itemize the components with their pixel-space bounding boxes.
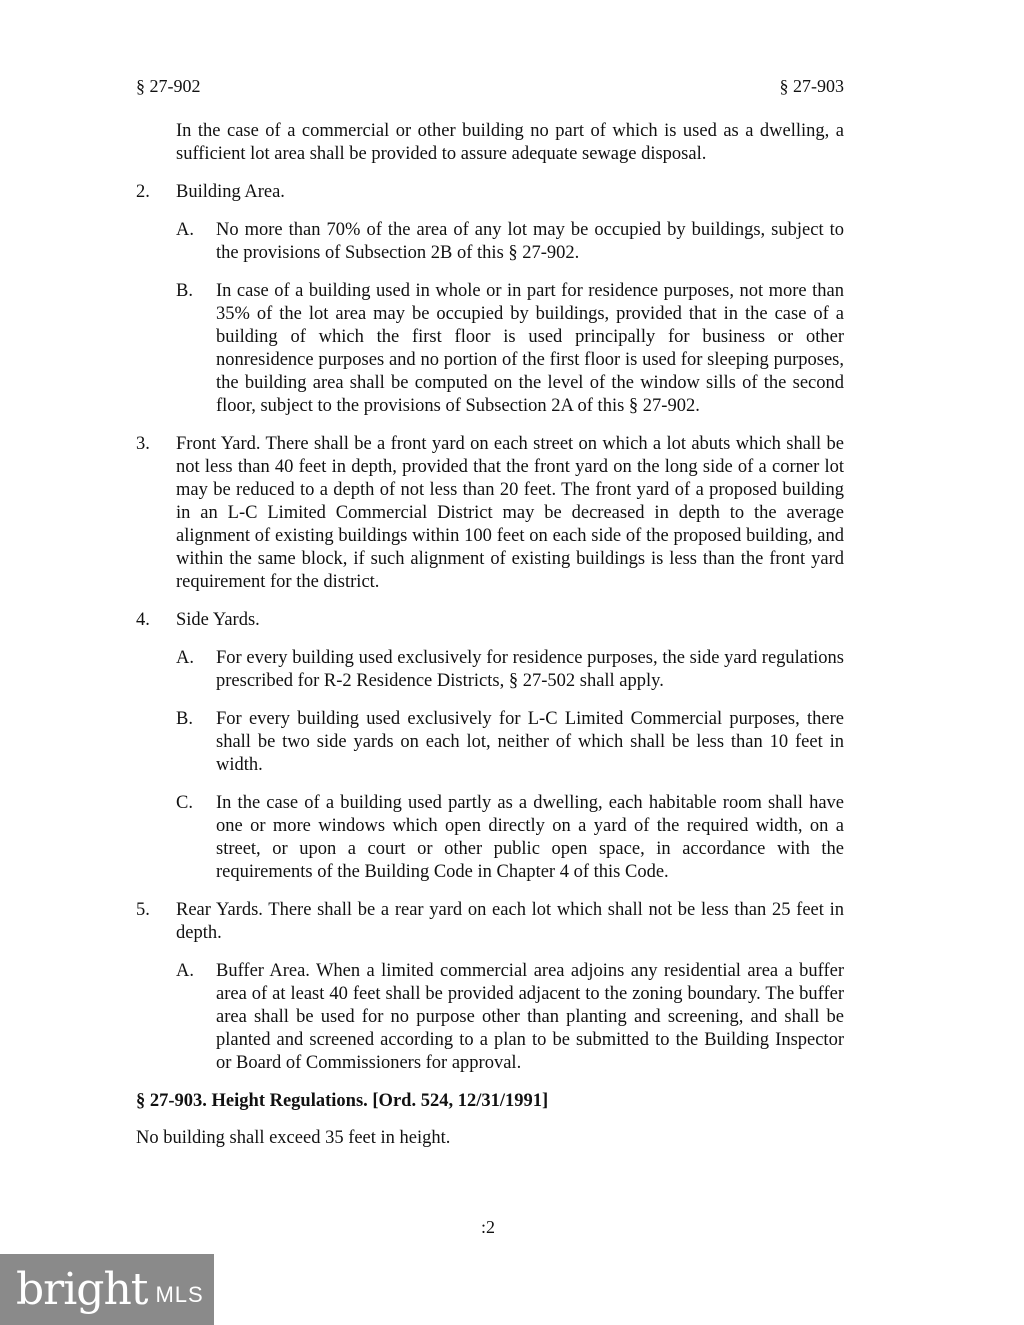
- item-number: 5.: [136, 900, 150, 920]
- subitem-letter: C.: [176, 793, 193, 813]
- subitem-text: In the case of a building used partly as a dwelling, each habitable room shall have one or more windows which open directly on a yard of the required width, on a street, or upon a court or other public open space, in accordance with the requirements of the Building Code in Chapter 4 of this Code.: [216, 793, 844, 882]
- item-4: [136, 609, 844, 632]
- item-number: 3.: [136, 434, 150, 454]
- item-text: Front Yard. There shall be a front yard on each street on which a lot abuts which shall be not less than 40 feet in depth, provided that the front yard on the long side of a corner lot may be reduced to a depth of not less than 20 feet. The front yard of a proposed building in an L-C Limited Commercial District may be decreased in depth to the average alignment of existing buildings within 100 feet on each side of the proposed building, and within the same block, if such alignment of existing buildings is less than the front yard requirement for the district.: [176, 434, 844, 592]
- subitem-text: Buffer Area. When a limited commercial area adjoins any residential area a buffer area of at least 40 feet shall be provided adjacent to the zoning boundary. The buffer area shall be used for no purpose other than planting and screening, and shall be planted and screened according to a plan to be submitted to the Building Inspector or Board of Commissioners for approval.: [216, 961, 844, 1073]
- bright-mls-logo: [0, 1254, 214, 1325]
- subitem-text: In case of a building used in whole or in part for residence purposes, not more than 35% of the lot area may be occupied by buildings, provided that in the case of a building of which the first floor is used principally for business or other nonresidence purposes and no portion of the first floor is used for sleeping purposes, the building area shall be computed on the level of the window sills of the second floor, subject to the provisions of Subsection 2A of this § 27-902.: [216, 281, 844, 416]
- subitem-letter: B.: [176, 281, 193, 301]
- item-number: 2.: [136, 182, 150, 202]
- header-left-section: § 27-902: [136, 76, 201, 96]
- section-heading: § 27-903. Height Regulations. [Ord. 524, 12/31/1991]: [136, 1091, 549, 1111]
- item-number: 4.: [136, 610, 150, 630]
- subitem-4c: [176, 792, 844, 884]
- section-text: No building shall exceed 35 feet in height.: [136, 1128, 451, 1148]
- subitem-2b: [176, 280, 844, 418]
- page-number: :2: [480, 1217, 495, 1237]
- subitem-letter: A.: [176, 648, 194, 668]
- subitem-letter: A.: [176, 961, 194, 981]
- subitem-5a: [176, 960, 844, 1075]
- header-right-section: § 27-903: [779, 76, 844, 96]
- subitem-text: For every building used exclusively for L-C Limited Commercial purposes, there shall be two side yards on each lot, neither of which shall be less than 10 feet in width.: [216, 709, 844, 775]
- logo-word: bright: [16, 1264, 148, 1315]
- subitem-text: For every building used exclusively for residence purposes, the side yard regulations prescribed for R-2 Residence Districts, § 27-502 shall apply.: [216, 648, 844, 691]
- intro-paragraph: In the case of a commercial or other building no part of which is used as a dwelling, a sufficient lot area shall be provided to assure adequate sewage disposal.: [176, 121, 844, 164]
- subitem-2a: [176, 219, 844, 265]
- subitem-4b: [176, 708, 844, 777]
- subitem-letter: A.: [176, 220, 194, 240]
- item-text: Building Area.: [176, 182, 285, 202]
- item-3: [136, 433, 844, 594]
- subitem-text: No more than 70% of the area of any lot may be occupied by buildings, subject to the provisions of Subsection 2B of this § 27-902.: [216, 220, 844, 263]
- logo-suffix: MLS: [155, 1281, 204, 1307]
- subitem-4a: [176, 647, 844, 693]
- document-body: [136, 120, 844, 1150]
- item-5: [136, 899, 844, 945]
- item-text: Rear Yards. There shall be a rear yard on each lot which shall not be less than 25 feet in depth.: [176, 900, 844, 943]
- item-text: Side Yards.: [176, 610, 260, 630]
- item-2: [136, 181, 844, 204]
- subitem-letter: B.: [176, 709, 193, 729]
